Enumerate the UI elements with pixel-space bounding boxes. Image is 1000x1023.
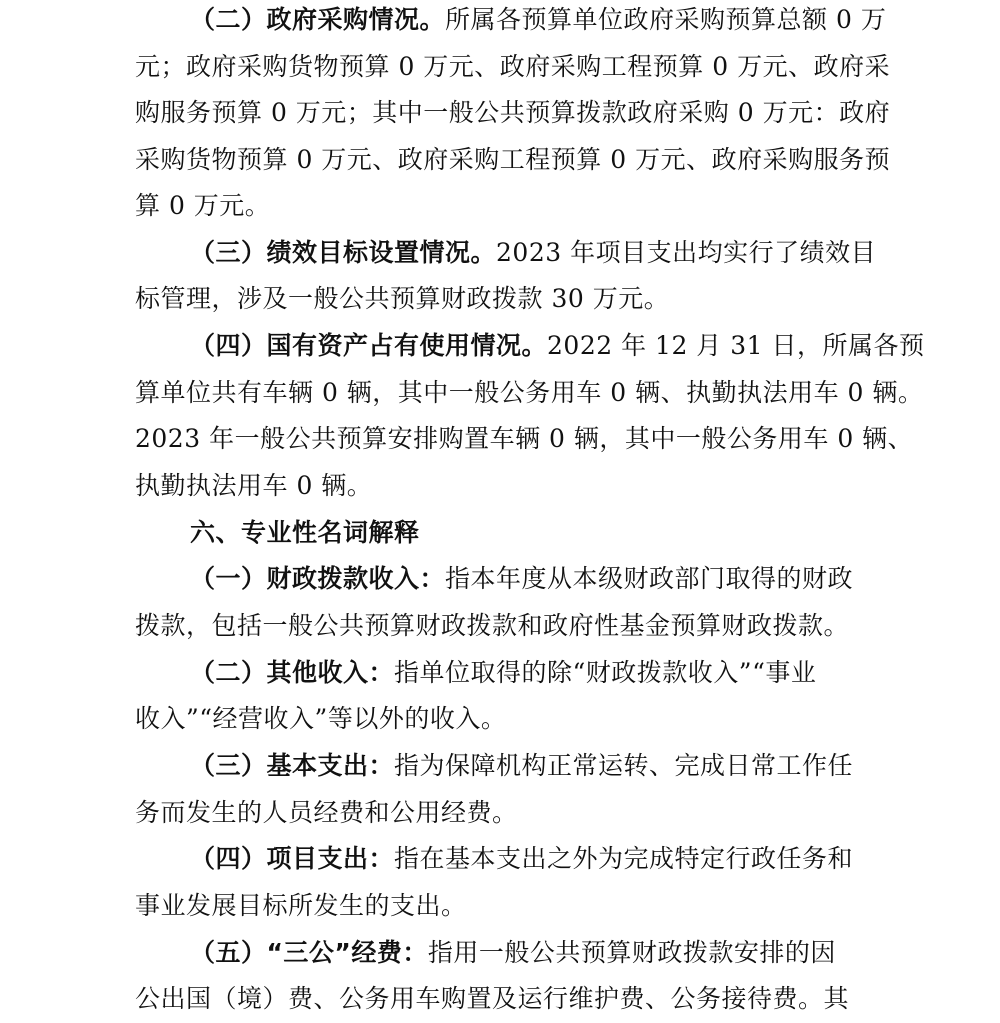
definition-term: （五）“三公”经费： [190,938,428,967]
paragraph-heading: （四）国有资产占有使用情况。 [190,331,548,360]
definition-line: 公出国（境）费、公务用车购置及运行维护费、公务接待费。其 [135,984,850,1013]
definition-line: 收入”“经营收入”等以外的收入。 [135,704,507,733]
paragraph-heading: （二）政府采购情况。 [190,5,446,34]
definition-line [190,564,853,594]
paragraph-line: 元；政府采购货物预算 0 万元、政府采购工程预算 0 万元、政府采 [135,52,891,81]
paragraph-line: 算 0 万元。 [135,191,271,220]
paragraph-line: 标管理，涉及一般公共预算财政拨款 30 万元。 [135,284,670,313]
definition-text: 指在基本支出之外为完成特定行政任务和 [394,844,854,873]
definition-text: 指用一般公共预算财政拨款安排的因 [427,938,836,967]
definition-line [190,751,853,781]
paragraph-line [190,331,925,361]
definition-line [190,938,836,968]
paragraph-line: 算单位共有车辆 0 辆，其中一般公务用车 0 辆、执勤执法用车 0 辆。 [135,378,924,407]
definition-term: （四）项目支出： [190,844,395,873]
definition-line [190,658,816,688]
definition-line [190,844,853,874]
definition-text: 指为保障机构正常运转、完成日常工作任 [394,751,854,780]
definition-text: 指单位取得的除“财政拨款收入”“事业 [394,658,817,687]
section-title: 六、专业性名词解释 [190,518,420,547]
paragraph-line [190,5,886,35]
definition-term: （一）财政拨款收入： [190,564,446,593]
paragraph-line: 执勤执法用车 0 辆。 [135,471,373,500]
definition-line: 事业发展目标所发生的支出。 [135,891,467,920]
paragraph-line: 购服务预算 0 万元；其中一般公共预算拨款政府采购 0 万元：政府 [135,98,891,127]
definition-line: 务而发生的人员经费和公用经费。 [135,798,518,827]
definition-term: （二）其他收入： [190,658,395,687]
paragraph-heading: （三）绩效目标设置情况。 [190,238,497,267]
definition-term: （三）基本支出： [190,751,395,780]
definition-line: 拨款，包括一般公共预算财政拨款和政府性基金预算财政拨款。 [135,611,850,640]
paragraph-text: 2022 年 12 月 31 日，所属各预 [547,331,925,360]
paragraph-line [190,238,876,268]
definition-text: 指本年度从本级财政部门取得的财政 [445,564,854,593]
paragraph-text: 2023 年项目支出均实行了绩效目 [496,238,877,267]
paragraph-line: 2023 年一般公共预算安排购置车辆 0 辆，其中一般公务用车 0 辆、 [135,424,914,453]
paragraph-line: 采购货物预算 0 万元、政府采购工程预算 0 万元、政府采购服务预 [135,145,891,174]
paragraph-text: 所属各预算单位政府采购预算总额 0 万 [445,5,887,34]
